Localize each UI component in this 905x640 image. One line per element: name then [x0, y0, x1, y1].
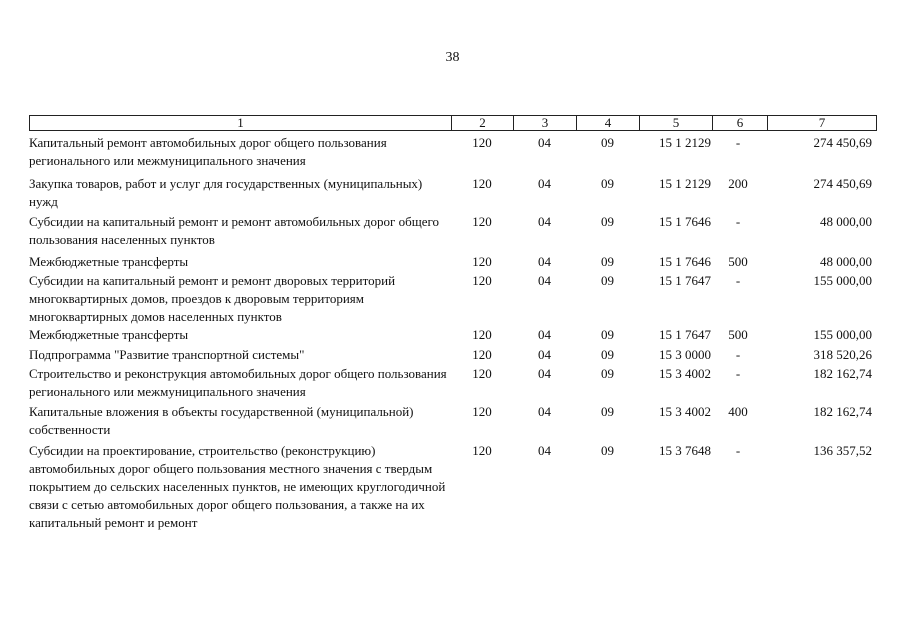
row-subsection: 09 [601, 366, 614, 381]
row-ministry: 120 [472, 404, 492, 419]
row-target: 15 3 4002 [659, 404, 711, 419]
row-expense-type: 500 [728, 327, 748, 342]
row-amount: 274 450,69 [813, 135, 872, 150]
row-section: 04 [538, 214, 551, 229]
row-section: 04 [538, 404, 551, 419]
row-target: 15 3 0000 [659, 347, 711, 362]
row-expense-type: - [735, 214, 741, 229]
row-target: 15 1 7646 [659, 254, 711, 269]
row-ministry: 120 [472, 214, 492, 229]
row-expense-type: 400 [728, 404, 748, 419]
row-ministry: 120 [472, 327, 492, 342]
row-target: 15 1 7647 [659, 273, 711, 288]
row-expense-type: - [735, 443, 741, 458]
row-expense-type: 200 [728, 176, 748, 191]
row-name: Субсидии на капитальный ремонт и ремонт автомобильных дорог общего пользования населенных пунктов [29, 214, 440, 247]
row-subsection: 09 [601, 347, 614, 362]
header-col-3: 3 [514, 116, 577, 130]
row-section: 04 [538, 347, 551, 362]
page-number: 38 [445, 50, 460, 65]
row-target: 15 1 7647 [659, 327, 711, 342]
row-name: Подпрограмма "Развитие транспортной системы" [29, 347, 305, 362]
row-amount: 318 520,26 [813, 347, 872, 362]
row-name: Межбюджетные трансферты [29, 327, 189, 342]
row-target: 15 3 4002 [659, 366, 711, 381]
row-amount: 155 000,00 [813, 327, 872, 342]
row-name: Субсидии на капитальный ремонт и ремонт дворовых территорий многоквартирных домов, проездов к дворовым территориям многоквартирных домов населенных пунктов [29, 273, 396, 324]
row-ministry: 120 [472, 366, 492, 381]
row-name: Строительство и реконструкция автомобильных дорог общего пользования регионального или межмуниципального значения [29, 366, 447, 399]
row-amount: 155 000,00 [813, 273, 872, 288]
row-target: 15 1 7646 [659, 214, 711, 229]
row-expense-type: - [735, 366, 741, 381]
row-name: Капитальный ремонт автомобильных дорог общего пользования регионального или межмуниципального значения [29, 135, 387, 168]
row-name: Закупка товаров, работ и услуг для государственных (муниципальных) нужд [29, 176, 423, 209]
header-col-2: 2 [452, 116, 514, 130]
row-subsection: 09 [601, 135, 614, 150]
row-section: 04 [538, 135, 551, 150]
row-expense-type: 500 [728, 254, 748, 269]
row-name: Межбюджетные трансферты [29, 254, 189, 269]
row-ministry: 120 [472, 273, 492, 288]
row-target: 15 3 7648 [659, 443, 711, 458]
row-amount: 274 450,69 [813, 176, 872, 191]
row-target: 15 1 2129 [659, 176, 711, 191]
row-subsection: 09 [601, 273, 614, 288]
row-section: 04 [538, 366, 551, 381]
row-section: 04 [538, 443, 551, 458]
row-amount: 136 357,52 [813, 443, 872, 458]
row-target: 15 1 2129 [659, 135, 711, 150]
row-subsection: 09 [601, 443, 614, 458]
header-col-5: 5 [640, 116, 713, 130]
row-section: 04 [538, 176, 551, 191]
row-expense-type: - [735, 135, 741, 150]
row-amount: 182 162,74 [813, 404, 872, 419]
table-header [29, 115, 877, 131]
header-col-6: 6 [713, 116, 768, 130]
row-amount: 48 000,00 [820, 214, 872, 229]
row-section: 04 [538, 273, 551, 288]
row-amount: 182 162,74 [813, 366, 872, 381]
row-expense-type: - [735, 273, 741, 288]
row-name: Капитальные вложения в объекты государственной (муниципальной) собственности [29, 404, 414, 437]
row-subsection: 09 [601, 404, 614, 419]
row-ministry: 120 [472, 443, 492, 458]
row-name: Субсидии на проектирование, строительство (реконструкцию) автомобильных дорог общего пользования местного значения с твердым покрытием до сельских населенных пунктов, не имеющих круглогодичной связи с сетью автомобильных дорог общего пользования, а также на их капитальный ремонт и ремонт [29, 443, 446, 530]
row-ministry: 120 [472, 347, 492, 362]
row-section: 04 [538, 327, 551, 342]
row-subsection: 09 [601, 214, 614, 229]
row-section: 04 [538, 254, 551, 269]
row-ministry: 120 [472, 176, 492, 191]
row-ministry: 120 [472, 254, 492, 269]
header-col-7: 7 [818, 115, 826, 130]
row-subsection: 09 [601, 176, 614, 191]
row-ministry: 120 [472, 135, 492, 150]
header-col-1: 1 [30, 116, 452, 130]
row-subsection: 09 [601, 327, 614, 342]
row-subsection: 09 [601, 254, 614, 269]
row-amount: 48 000,00 [820, 254, 872, 269]
row-expense-type: - [735, 347, 741, 362]
header-col-4: 4 [577, 116, 640, 130]
